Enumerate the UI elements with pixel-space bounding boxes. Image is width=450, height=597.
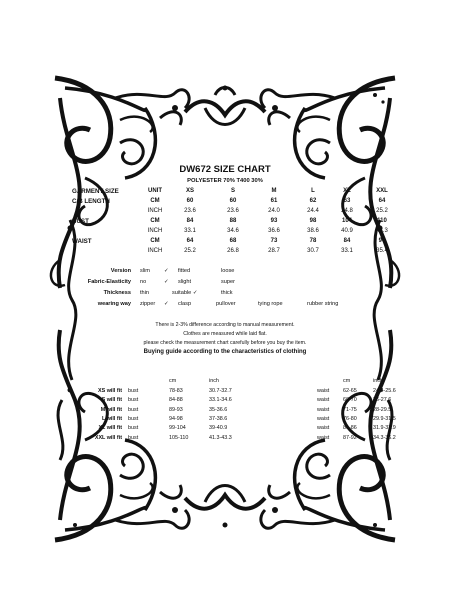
size-value-cell: 38.6 [307, 228, 319, 234]
size-header: M [271, 188, 277, 194]
size-value-cell: 24.0 [268, 208, 280, 214]
size-header: XL [343, 188, 351, 194]
fit-value: 62-65 [343, 388, 357, 394]
unit-header: UNIT [148, 188, 162, 194]
fit-value: 31.9-33.9 [373, 425, 396, 432]
attribute-option: fitted [178, 268, 191, 274]
attribute-option: pullover [216, 301, 236, 307]
attribute-row-thickness [0, 290, 450, 300]
fit-value: 29.9-31.5 [373, 415, 396, 422]
fit-value: 34.3-36.2 [373, 434, 396, 441]
fit-value: waist [317, 388, 330, 394]
fit-value: 84-88 [169, 397, 183, 404]
attribute-row-version [0, 268, 450, 278]
size-value-cell: 64 [378, 198, 386, 204]
size-value-cell: 78 [309, 238, 317, 244]
size-header: XXL [376, 188, 388, 194]
size-header: XS [185, 188, 194, 194]
measurement-note: please check the measurement chart carefully before you buy the item. [143, 340, 307, 346]
measurement-note: Clothes are measured while laid flat. [183, 331, 267, 337]
fit-value: bust [128, 415, 139, 422]
fit-value: 71-75 [343, 406, 357, 413]
size-value-cell: 23.6 [227, 208, 239, 214]
size-table-row [72, 218, 387, 227]
fit-value: 41.3-43.3 [209, 434, 232, 441]
fit-value: 78-83 [169, 388, 183, 394]
size-value-cell: 35.4 [376, 248, 388, 254]
fit-value: 28-29.5 [373, 406, 392, 413]
size-header: S [230, 188, 235, 194]
fit-value: waist [317, 406, 330, 413]
fit-value: 37-38.6 [209, 415, 228, 422]
fit-size-label: XL will fit [98, 425, 122, 432]
size-value-cell: 61 [270, 198, 278, 204]
unit-cell: INCH [147, 208, 163, 214]
fit-value: 26-27.6 [373, 397, 392, 404]
size-value-cell: 34.6 [227, 228, 239, 234]
attribute-option: super [221, 279, 235, 285]
size-value-cell: 23.6 [184, 208, 196, 214]
attribute-label: Fabric-Elasticity [87, 279, 131, 285]
size-header: L [311, 188, 315, 194]
size-value-cell: 88 [229, 218, 237, 224]
page-title: DW672 SIZE CHART [179, 164, 271, 175]
fit-value: 87-92 [343, 434, 357, 441]
fit-value: 66-70 [343, 397, 357, 404]
fit-value: 89-93 [169, 406, 183, 413]
unit-cell: CM [150, 238, 160, 244]
unit-cell: INCH [147, 248, 163, 254]
fit-value: waist [317, 425, 330, 432]
size-table-row [72, 248, 388, 257]
size-value-cell: 40.9 [341, 228, 353, 234]
attribute-option: thin [140, 290, 150, 296]
fit-value: waist [317, 434, 330, 441]
fit-size-label: S will fit [101, 397, 122, 404]
attribute-option: tying rope [258, 301, 283, 307]
fit-size-label: L will fit [102, 415, 122, 422]
size-table-row [72, 228, 388, 237]
cm-column-header: cm [343, 378, 351, 384]
size-table-header [72, 188, 388, 197]
attribute-option: no [140, 279, 147, 285]
size-value-cell: 30.7 [307, 248, 319, 254]
size-value-cell: 26.8 [227, 248, 239, 254]
measurement-note: There is 2-3% difference according to manual measurement. [155, 322, 295, 328]
inch-column-header: inch [373, 378, 383, 384]
size-value-cell: 60 [229, 198, 237, 204]
size-value-cell: 68 [229, 238, 237, 244]
size-value-cell: 33.1 [184, 228, 196, 234]
size-value-cell: 62 [309, 198, 317, 204]
inch-column-header: inch [209, 378, 219, 384]
attribute-option: thick [221, 290, 233, 296]
attribute-option: zipper [140, 301, 156, 307]
fabric-composition: POLYESTER 70% T400 30% [187, 178, 263, 184]
size-value-cell: 93 [270, 218, 278, 224]
attribute-label: Version [110, 268, 131, 274]
size-value-cell: 25.2 [184, 248, 196, 254]
size-value-cell: 24.4 [307, 208, 319, 214]
unit-cell: CM [150, 198, 160, 204]
fit-value: bust [128, 406, 139, 413]
checkmark-icon: ✓ [164, 279, 169, 285]
checkmark-icon: ✓ [164, 268, 169, 274]
attribute-option: suitable ✓ [172, 290, 198, 296]
attribute-option: clasp [178, 301, 192, 307]
size-value-cell: 110 [377, 218, 387, 224]
fit-value: waist [317, 415, 330, 422]
size-value-cell: 43.3 [376, 228, 388, 234]
attribute-row-wearing-way [0, 301, 450, 311]
fit-value: 76-80 [343, 415, 357, 422]
garment-attributes [0, 268, 450, 314]
size-table-row [72, 198, 386, 207]
fit-value: bust [128, 425, 139, 432]
cm-column-header: cm [169, 378, 177, 384]
attribute-option: slim [140, 268, 150, 274]
measurement-label: WAIST [72, 238, 92, 245]
size-table-row [72, 208, 388, 217]
size-value-cell: 60 [186, 198, 194, 204]
size-value-cell: 28.7 [268, 248, 280, 254]
attribute-label: wearing way [97, 301, 131, 307]
size-value-cell: 64 [186, 238, 194, 244]
size-value-cell: 36.6 [268, 228, 280, 234]
fit-value: 99-104 [169, 425, 186, 432]
checkmark-icon: ✓ [164, 301, 169, 307]
fit-value: 39-40.9 [209, 425, 228, 432]
fit-value: 81-86 [343, 425, 357, 432]
garment-size-label: GARMENT SIZE [72, 188, 119, 195]
fit-value: bust [128, 397, 139, 404]
size-value-cell: 73 [270, 238, 278, 244]
size-value-cell: 98 [309, 218, 317, 224]
measurement-label: BUST [72, 218, 89, 225]
size-table-row [72, 238, 386, 247]
fit-value: 30.7-32.7 [209, 388, 232, 394]
fit-value: 94-98 [169, 415, 183, 422]
size-value-cell: 90 [378, 238, 386, 244]
size-value-cell: 25.2 [376, 208, 388, 214]
size-value-cell: 84 [343, 238, 351, 244]
attribute-label: Thickness [103, 290, 131, 296]
fit-value: 24.4-25.6 [373, 388, 396, 394]
size-value-cell: 84 [186, 218, 194, 224]
fit-value: bust [128, 434, 139, 441]
fit-size-label: XS will fit [98, 388, 122, 394]
unit-cell: CM [150, 218, 160, 224]
attribute-option: rubber string [307, 301, 339, 307]
unit-cell: INCH [147, 228, 163, 234]
buying-guide-title: Buying guide according to the characteristics of clothing [143, 349, 307, 355]
size-value-cell: 63 [343, 198, 351, 204]
attribute-option: slight [178, 279, 192, 285]
fit-guide [72, 378, 396, 448]
fit-value: 105-110 [169, 434, 189, 441]
fit-size-label: M will fit [100, 406, 122, 413]
size-value-cell: 24.8 [341, 208, 353, 214]
size-value-cell: 33.1 [341, 248, 353, 254]
fit-value: bust [128, 388, 139, 394]
attribute-row-elasticity [0, 279, 450, 289]
attribute-option: loose [221, 268, 235, 274]
fit-value: 35-36.6 [209, 406, 228, 413]
measurement-label: C/B LENGTH [72, 198, 110, 205]
fit-value: waist [317, 397, 330, 404]
fit-size-label: XXL will fit [94, 434, 122, 441]
size-value-cell: 104 [341, 218, 352, 224]
fit-value: 33.1-34.6 [209, 397, 232, 404]
size-table [72, 188, 388, 260]
